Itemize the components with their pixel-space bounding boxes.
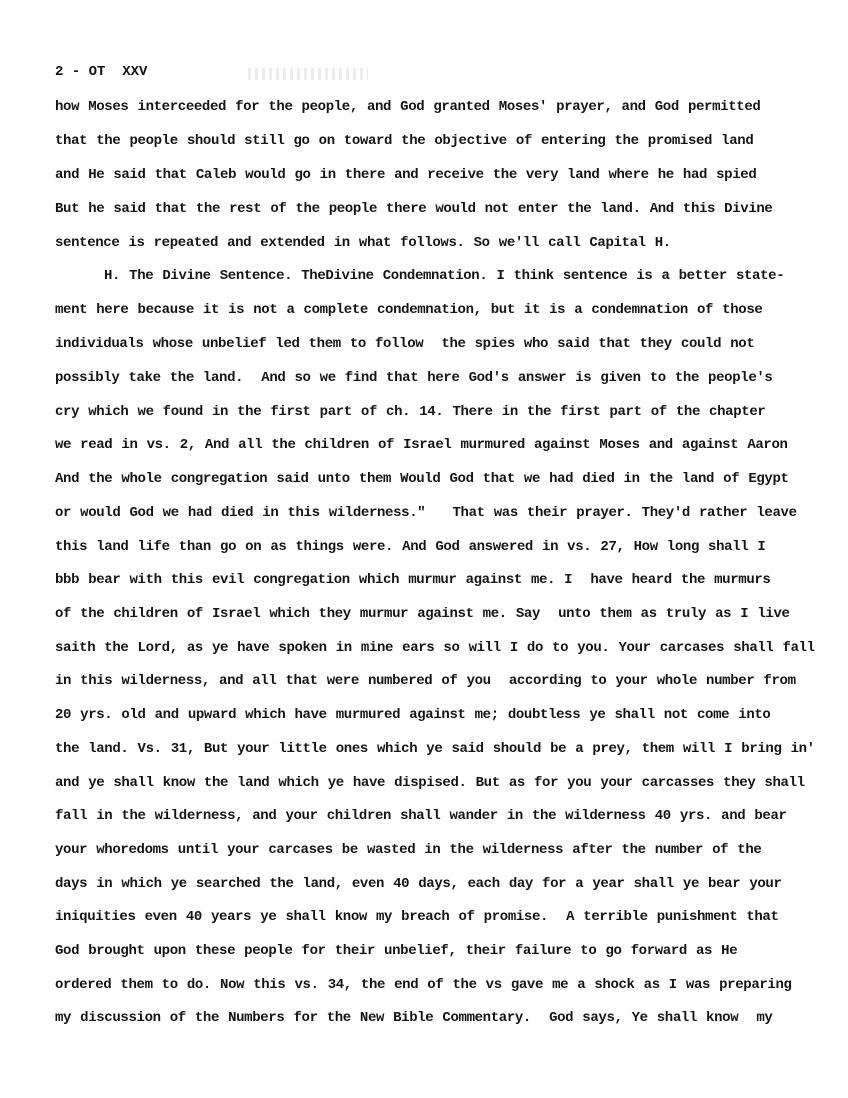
text-line: and ye shall know the land which ye have dispised. But as for you your carcasses they shall	[55, 775, 805, 791]
text-line: of the children of Israel which they murmur against me. Say unto them as truly as I live	[55, 606, 790, 622]
text-line: sentence is repeated and extended in what follows. So we'll call Capital H.	[55, 235, 671, 251]
text-line: cry which we found in the first part of ch. 14. There in the first part of the chapter	[55, 404, 766, 420]
text-line: that the people should still go on toward the objective of entering the promised land	[55, 133, 754, 149]
text-line: ordered them to do. Now this vs. 34, the end of the vs gave me a shock as I was preparing	[55, 977, 792, 993]
text-line: or would God we had died in this wilderness." That was their prayer. They'd rather leave	[55, 505, 797, 521]
text-line: fall in the wilderness, and your children shall wander in the wilderness 40 yrs. and bear	[55, 808, 787, 824]
text-line: iniquities even 40 years ye shall know my breach of promise. A terrible punishment that	[55, 909, 779, 925]
text-line: 20 yrs. old and upward which have murmured against me; doubtless ye shall not come into	[55, 707, 771, 723]
text-line: ment here because it is not a complete condemnation, but it is a condemnation of those	[55, 302, 763, 318]
text-line: how Moses interceeded for the people, and God granted Moses' prayer, and God permitted	[55, 99, 761, 115]
text-line: bbb bear with this evil congregation which murmur against me. I have heard the murmurs	[55, 572, 771, 588]
text-line: your whoredoms until your carcases be wasted in the wilderness after the number of the	[55, 842, 762, 858]
text-line: But he said that the rest of the people there would not enter the land. And this Divine	[55, 201, 773, 217]
text-line: this land life than go on as things were. And God answered in vs. 27, How long shall I	[55, 539, 766, 555]
paragraph-first-line: H. The Divine Sentence. TheDivine Condemnation. I think sentence is a better state-	[104, 268, 785, 284]
text-line: my discussion of the Numbers for the New Bible Commentary. God says, Ye shall know my	[55, 1010, 773, 1026]
text-line: days in which ye searched the land, even 40 days, each day for a year shall ye bear your	[55, 876, 782, 892]
text-line: And the whole congregation said unto them Would God that we had died in the land of Egypt	[55, 471, 789, 487]
text-line: individuals whose unbelief led them to follow the spies who said that they could not	[55, 336, 755, 352]
text-line: saith the Lord, as ye have spoken in mine ears so will I do to you. Your carcases shall fall	[55, 640, 815, 656]
text-line: possibly take the land. And so we find that here God's answer is given to the people's	[55, 370, 773, 386]
text-line: the land. Vs. 31, But your little ones which ye said should be a prey, them will I bring in'	[55, 741, 815, 757]
text-line: we read in vs. 2, And all the children of Israel murmured against Moses and against Aaron	[55, 437, 788, 453]
text-line: in this wilderness, and all that were numbered of you according to your whole number from	[55, 673, 796, 689]
text-line: God brought upon these people for their unbelief, their failure to go forward as He	[55, 943, 738, 959]
show-through-marks	[248, 68, 368, 80]
page-header: 2 - OT XXV	[55, 64, 148, 80]
text-line: and He said that Caleb would go in there and receive the very land where he had spied	[55, 167, 757, 183]
